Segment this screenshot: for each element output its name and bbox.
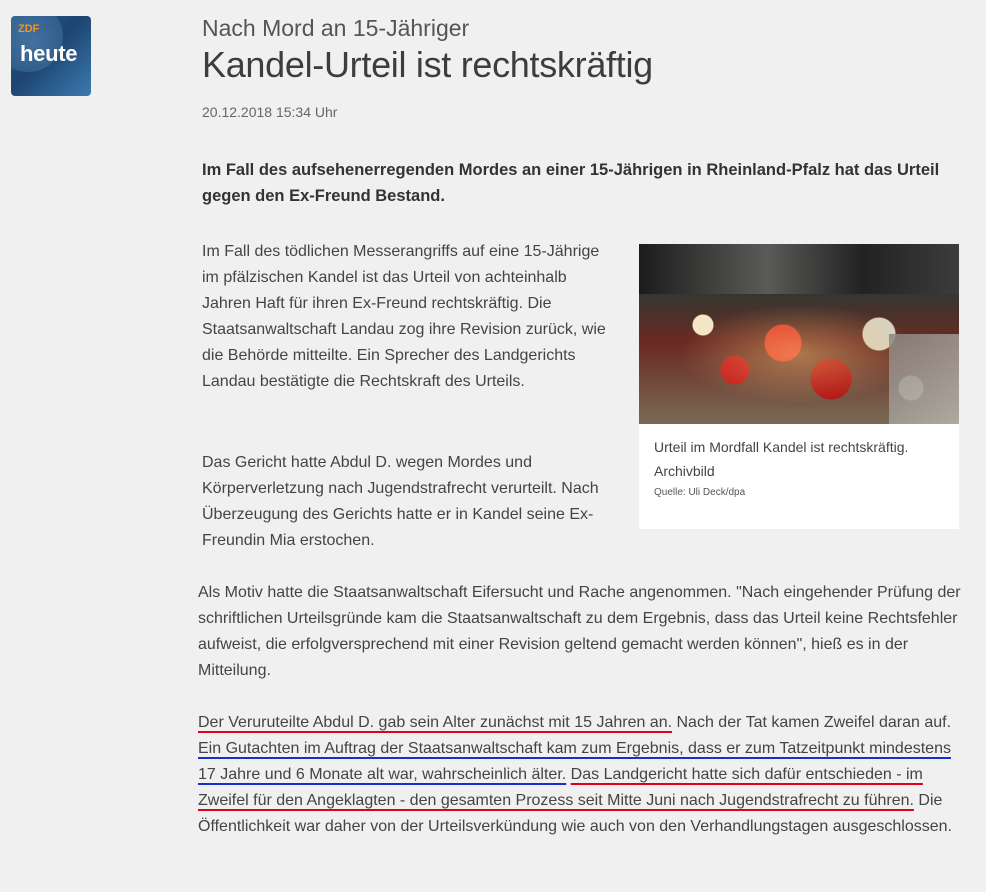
article-paragraph: Das Gericht hatte Abdul D. wegen Mordes und Körperverletzung nach Jugendstrafrecht verurteilt. Nach Überzeugung des Gerichts hatte er in Kandel seine Ex-Freundin Mia erstochen. [202,454,599,549]
article-paragraph: Im Fall des tödlichen Messerangriffs auf eine 15-Jährige im pfälzischen Kandel ist das Urteil von achteinhalb Jahren Haft für ihren Ex-Freund rechtskräftig. Die Staatsanwaltschaft Landau zog ihre Revision zurück, wie die Behörde mitteilte. Ein Sprecher des Landgerichts Landau bestätigte die Rechtskraft des Urteils. [202,243,606,390]
plain-text: Die Öffentlichkeit war daher von der Urteilsverkündung wie auch von den Verhandlungstagen ausgeschlossen. [198,792,952,835]
zdf-wordmark: ZDF [18,23,40,35]
blue-underlined-text: Ein Gutachten im Auftrag der Staatsanwaltschaft kam zum Ergebnis, dass er zum Tatzeitpunkt mindestens 17 Jahre und 6 Monate alt war, wahrscheinlich älter. [198,740,951,783]
article-paragraph-annotated [198,710,968,840]
red-underlined-text: Der Veruruteilte Abdul D. gab sein Alter zunächst mit 15 Jahren an. [198,714,673,731]
memorial-candles-photo[interactable] [639,244,959,424]
heute-wordmark: heute [20,41,78,66]
article-paragraph: Als Motiv hatte die Staatsanwaltschaft Eifersucht und Rache angenommen. "Nach eingehender Prüfung der schriftlichen Urteilsgründe kam die Staatsanwaltschaft zu dem Ergebnis, dass das Urteil keine Rechtsfehler aufweist, die erfolgversprechend mit einer Revision geltend gemacht werden können", hieß es in der Mitteilung. [198,584,961,679]
article-lead: Im Fall des aufsehenerregenden Mordes an einer 15-Jährigen in Rheinland-Pfalz hat das Urteil gegen den Ex-Freund Bestand. [202,161,940,205]
article-kicker: Nach Mord an 15-Jähriger [202,15,470,41]
plain-text: Nach der Tat kamen Zweifel daran auf. [672,714,952,731]
zdf-heute-logo[interactable] [11,16,91,96]
article-headline: Kandel-Urteil ist rechtskräftig [202,44,653,85]
article-date: 20.12.2018 15:34 Uhr [202,104,338,120]
figure-source: Quelle: Uli Deck/dpa [654,487,746,498]
article-figure [639,244,959,529]
red-underlined-text: Das Landgericht hatte sich dafür entschieden - im Zweifel für den Angeklagten - den gesamten Prozess seit Mitte Juni nach Jugendstrafrecht zu führen. [198,766,923,809]
figure-caption: Urteil im Mordfall Kandel ist rechtskräftig. Archivbild [654,439,909,479]
